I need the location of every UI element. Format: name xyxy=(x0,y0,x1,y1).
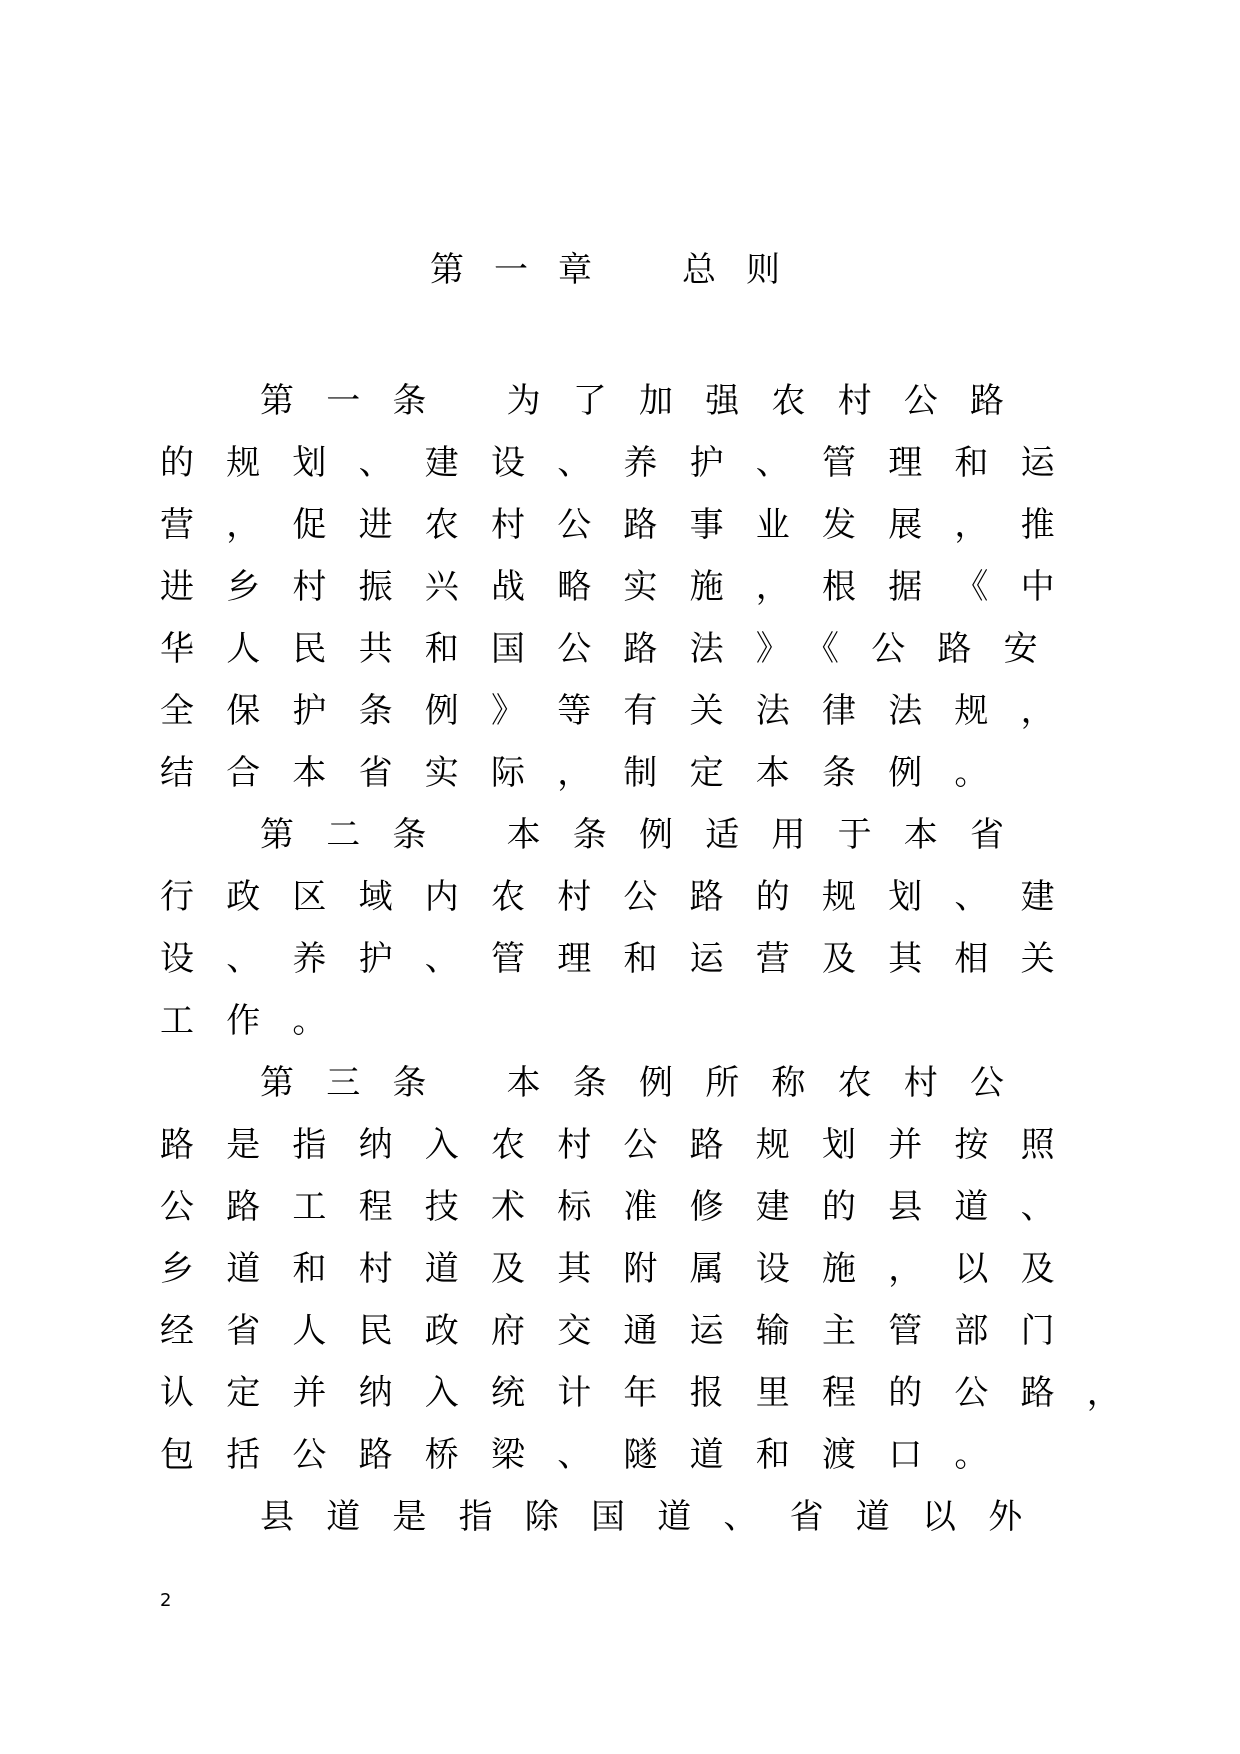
chapter-title: 总则 xyxy=(682,250,810,290)
text-line: 结合本省实际，制定本条例。 xyxy=(160,753,1021,793)
document-body xyxy=(160,370,1153,1548)
text-line: 全保护条例》等有关法律法规， xyxy=(160,691,1087,731)
text-line: 乡道和村道及其附属设施，以及 xyxy=(160,1249,1087,1289)
article-first-line xyxy=(160,1052,1060,1114)
text-line: 营，促进农村公路事业发展，推 xyxy=(160,505,1087,545)
chapter-heading xyxy=(0,248,1240,292)
article-first-line xyxy=(160,804,1060,866)
article-label: 第一条 xyxy=(260,381,459,421)
chapter-label: 第一章 xyxy=(430,250,622,290)
article-first-line xyxy=(160,370,1060,432)
text-line: 路是指纳入农村公路规划并按照 xyxy=(160,1125,1087,1165)
article-text: 本条例适用于本省 xyxy=(506,815,1037,855)
text-line: 包括公路桥梁、隧道和渡口。 xyxy=(160,1435,1021,1475)
text-line: 认定并纳入统计年报里程的公路， xyxy=(160,1373,1153,1413)
text-line: 华人民共和国公路法》《公路安 xyxy=(160,629,1070,669)
text-line: 经省人民政府交通运输主管部门 xyxy=(160,1311,1087,1351)
article-text: 本条例所称农村公 xyxy=(506,1063,1037,1103)
text-line: 进乡村振兴战略实施，根据《中 xyxy=(160,567,1087,607)
article-label: 第二条 xyxy=(260,815,459,855)
text-line: 公路工程技术标准修建的县道、 xyxy=(160,1187,1087,1227)
paragraph-first-line: 县道是指除国道、省道以外 xyxy=(260,1497,1055,1537)
text-line: 行政区域内农村公路的规划、建 xyxy=(160,877,1087,917)
text-line: 工作。 xyxy=(160,1001,359,1041)
text-line: 的规划、建设、养护、管理和运 xyxy=(160,443,1087,483)
text-line: 设、养护、管理和运营及其相关 xyxy=(160,939,1087,979)
article-label: 第三条 xyxy=(260,1063,459,1103)
article-text: 为了加强农村公路 xyxy=(506,381,1037,421)
page-number: 2 xyxy=(160,1590,172,1611)
